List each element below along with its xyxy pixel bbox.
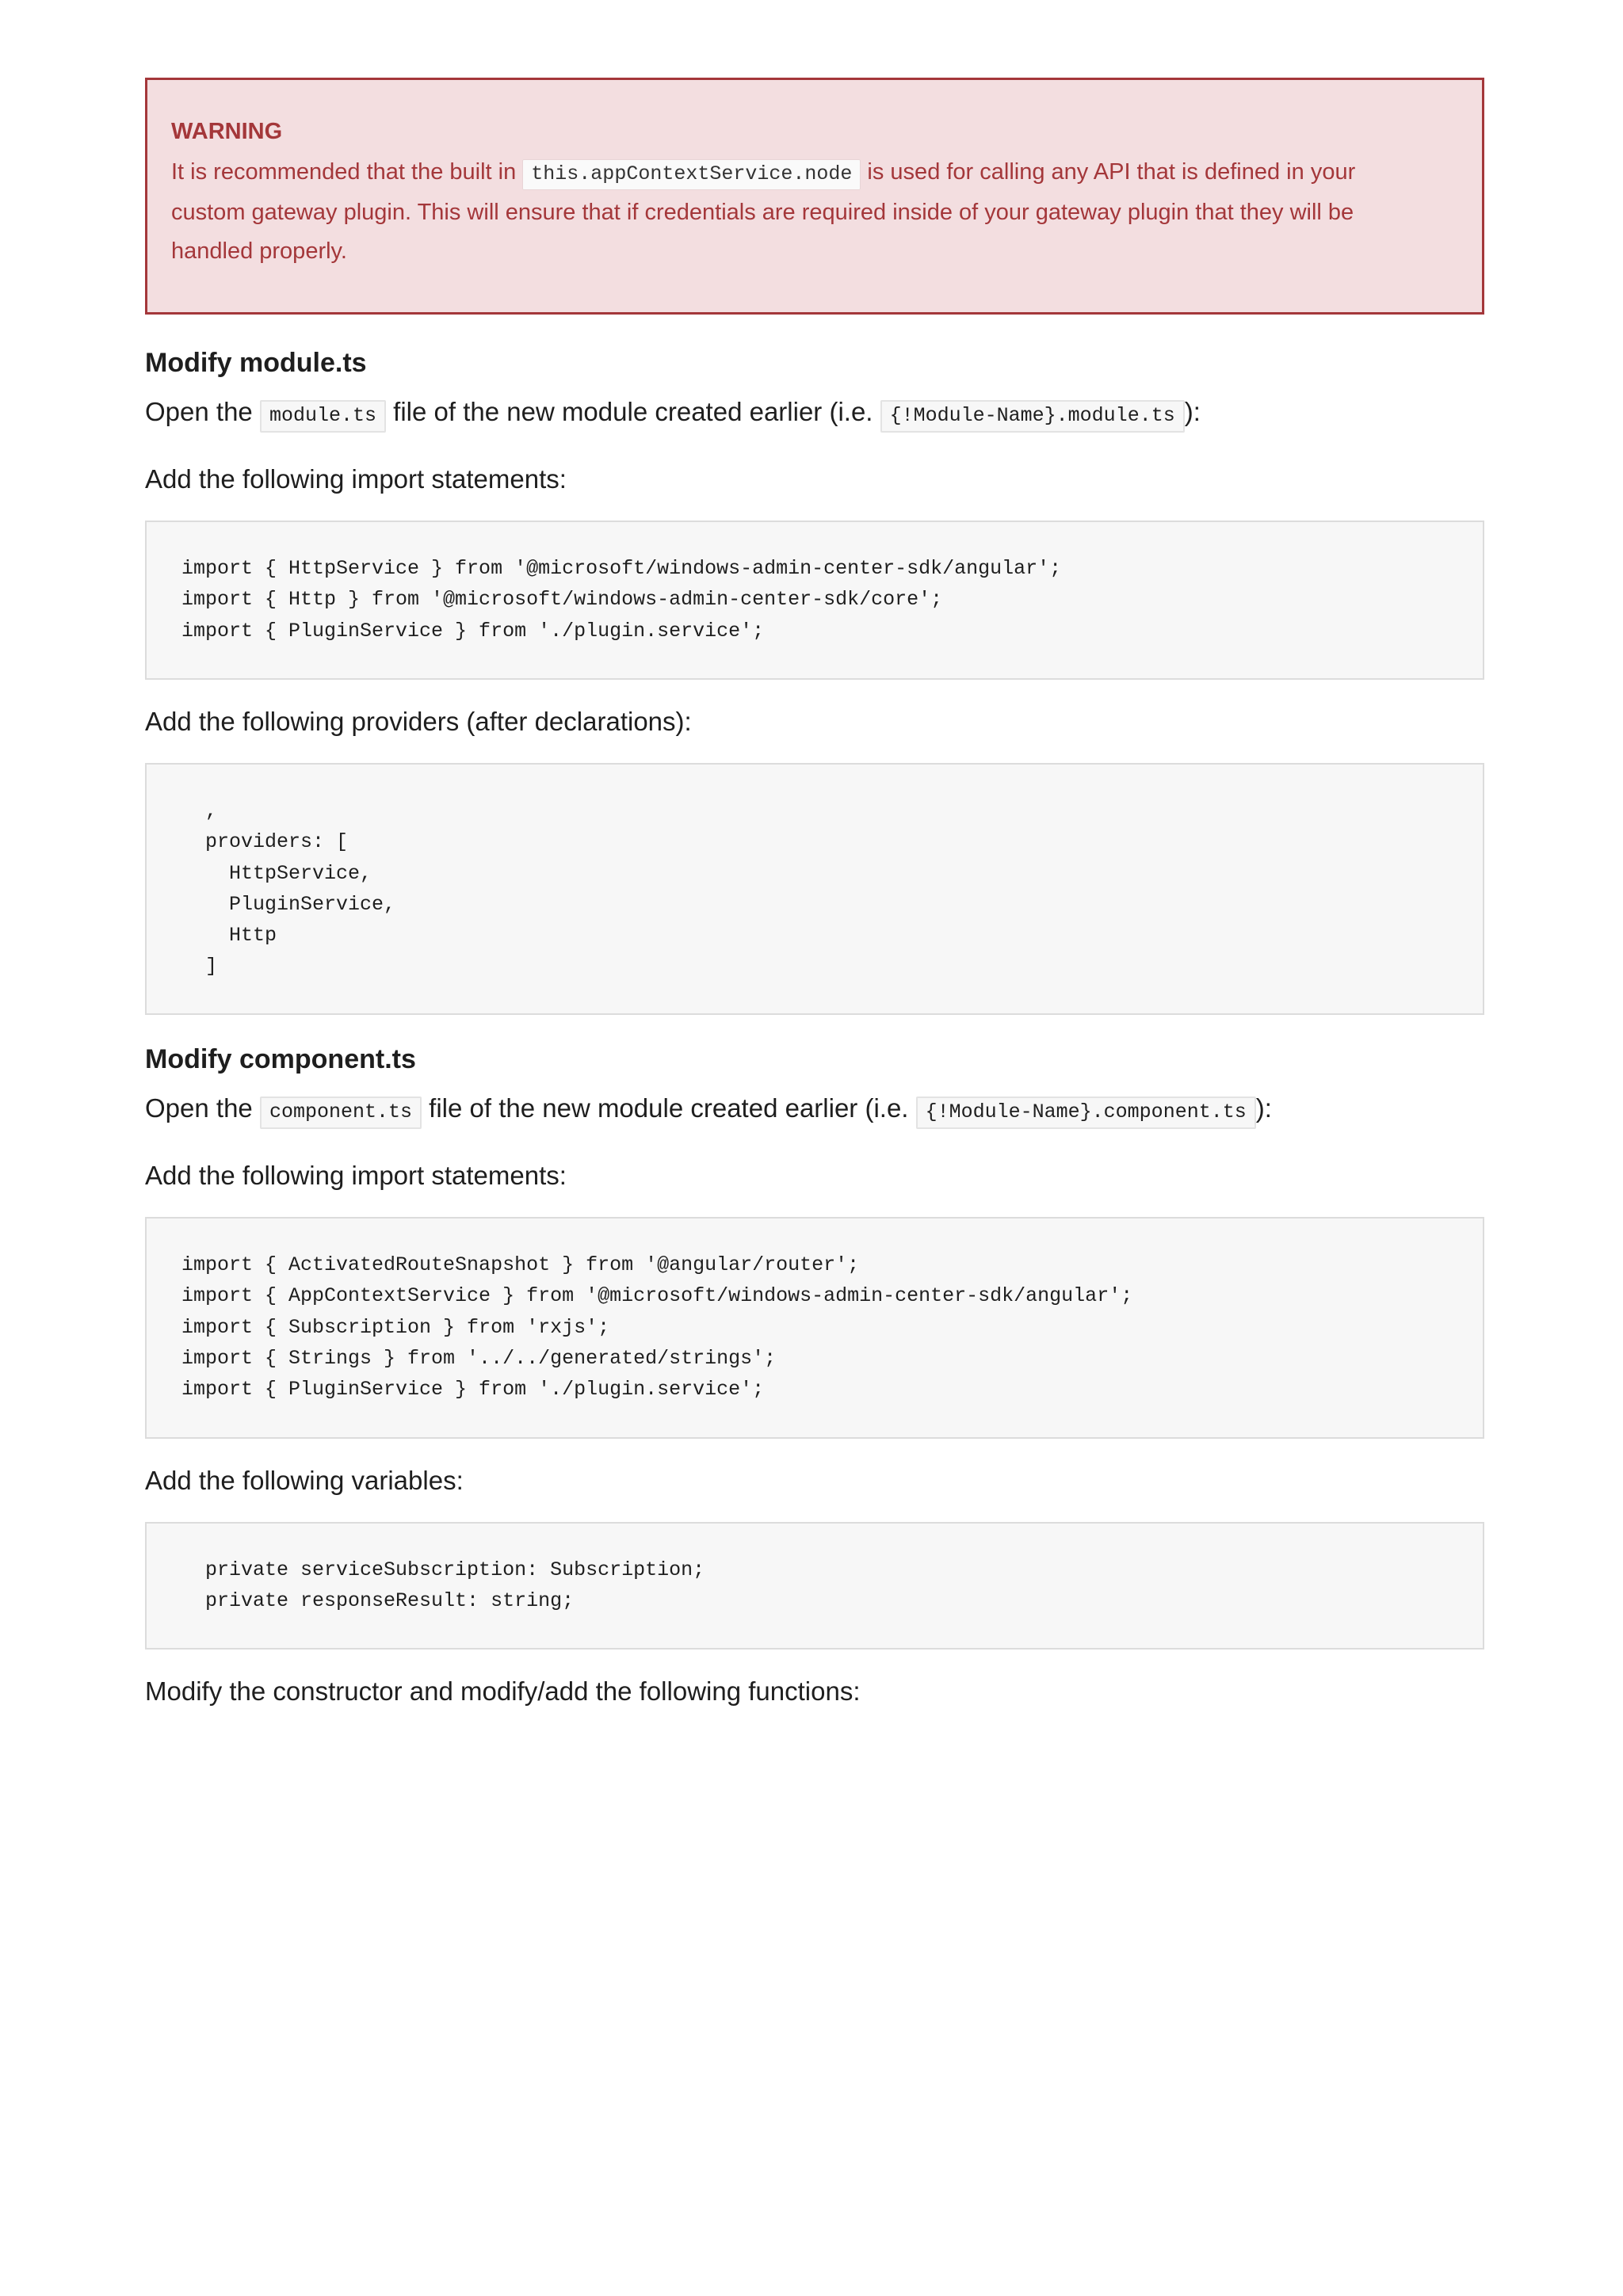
code-line: HttpService, [181,861,372,885]
code-line: import { HttpService } from '@microsoft/windows-admin-center-sdk/angular'; [181,557,1062,580]
code-line: PluginService, [181,892,396,916]
warning-title: WARNING [171,119,283,144]
module-name-inline-code: {!Module-Name}.module.ts [880,400,1185,433]
module-imports-code-block [145,521,1484,680]
component-variables-intro: Add the following variables: [145,1466,464,1495]
component-imports-intro: Add the following import statements: [145,1161,567,1190]
warning-text-before: It is recommended that the built in [171,159,523,185]
component-open-paragraph [145,1090,1484,1131]
code-line: , [181,799,218,822]
warning-text [171,153,1407,271]
warning-text-line2: custom gateway plugin. This will ensure that if credentials are required inside of your gateway plugin that they will be [171,200,1354,225]
warning-inline-code: this.appContextService.node [522,159,861,190]
code-line: import { AppContextService } from '@microsoft/windows-admin-center-sdk/angular'; [181,1284,1133,1308]
component-variables-code-block [145,1522,1484,1650]
code-line: import { ActivatedRouteSnapshot } from '@angular/router'; [181,1253,860,1276]
module-providers-code-block [145,763,1484,1015]
document-content [145,78,1484,1710]
code-line: private responseResult: string; [181,1589,575,1613]
code-line: import { Subscription } from 'rxjs'; [181,1315,610,1339]
warning-text-line1-after: is used for calling any API that is defined in your [861,159,1356,185]
module-open-middle: file of the new module created earlier (i.e. [385,397,880,426]
code-line: ] [181,955,218,978]
code-line: Http [181,924,277,948]
module-open-suffix: ): [1184,397,1201,426]
warning-alert [145,78,1484,315]
component-inline-code: component.ts [260,1097,422,1129]
component-imports-code-block [145,1217,1484,1439]
module-providers-intro: Add the following providers (after declarations): [145,707,692,736]
component-open-suffix: ): [1255,1093,1272,1123]
module-imports-intro: Add the following import statements: [145,464,567,494]
component-open-prefix: Open the [145,1093,260,1123]
module-open-prefix: Open the [145,397,260,426]
code-line: import { Strings } from '../../generated/strings'; [181,1346,777,1370]
component-open-middle: file of the new module created earlier (i.e. [421,1093,916,1123]
component-constructor-intro: Modify the constructor and modify/add the following functions: [145,1676,861,1706]
code-line: import { PluginService } from './plugin.service'; [181,619,765,643]
code-line: private serviceSubscription: Subscription; [181,1558,705,1581]
warning-text-line3: handled properly. [171,238,347,264]
code-line: providers: [ [181,830,349,854]
module-open-paragraph [145,394,1484,434]
module-inline-code: module.ts [260,400,386,433]
code-line: import { PluginService } from './plugin.service'; [181,1378,765,1402]
component-name-inline-code: {!Module-Name}.component.ts [916,1097,1256,1129]
code-line: import { Http } from '@microsoft/windows-admin-center-sdk/core'; [181,588,943,612]
component-heading: Modify component.ts [145,1044,416,1074]
module-heading: Modify module.ts [145,348,367,378]
